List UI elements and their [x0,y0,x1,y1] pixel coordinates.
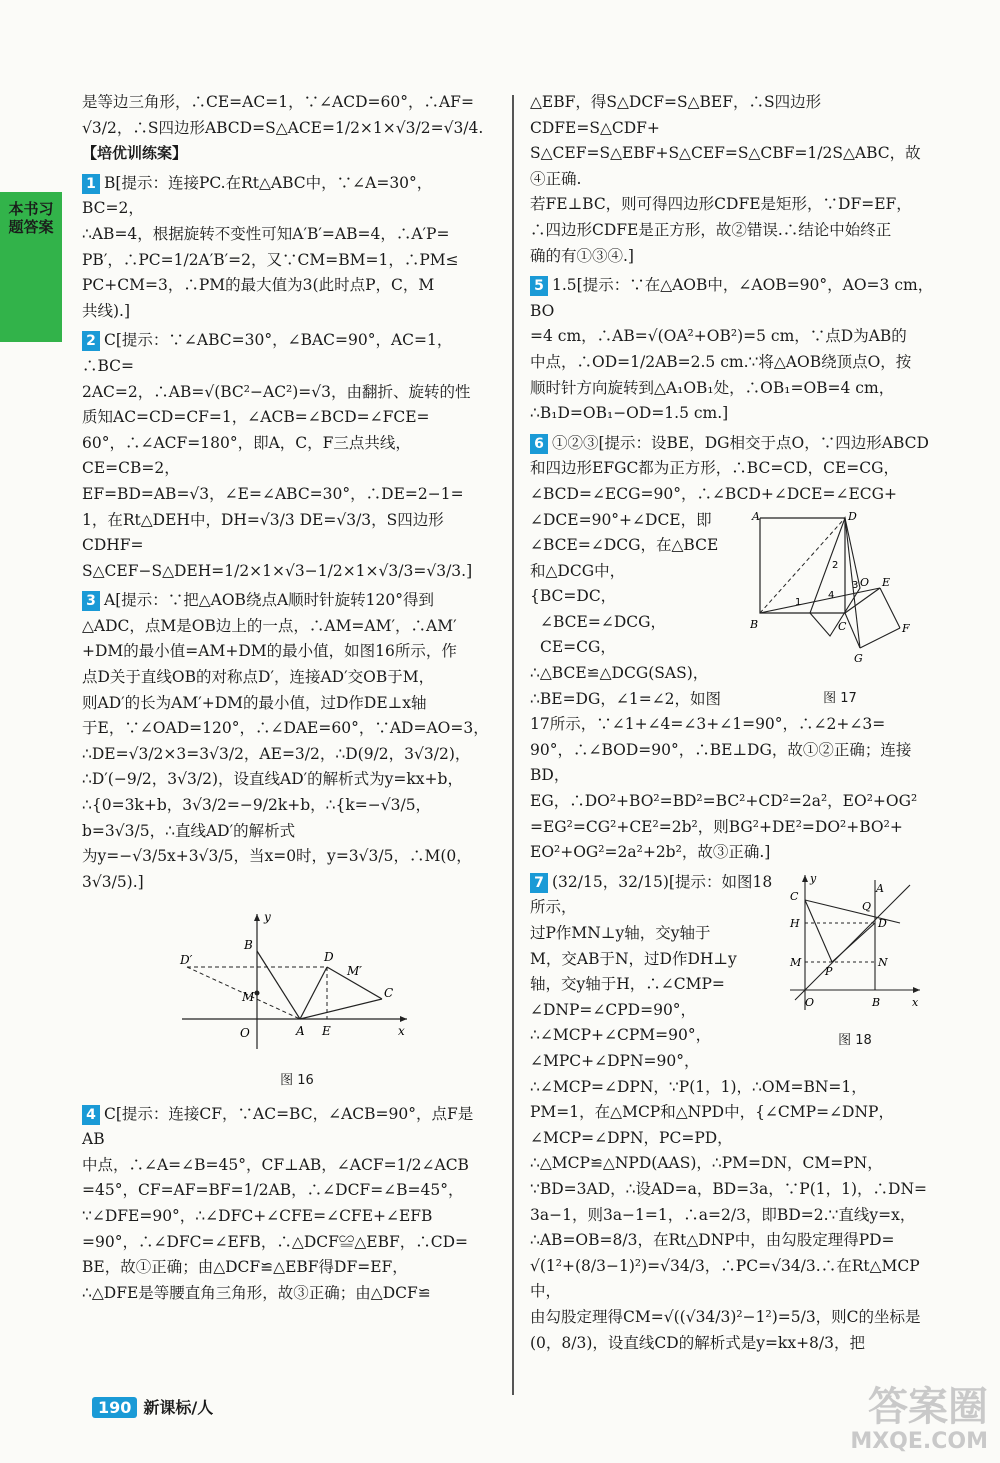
svg-text:3: 3 [852,579,859,591]
intro-line: √3/2，∴S四边形ABCD=S△ACE=1/2×1×√3/2=√3/4. [82,118,484,137]
svg-text:B: B [244,938,253,953]
question-6: 6 ①②③[提示：设BE，DG相交于点O，∵四边形ABCD 和四边形EFGC都为正方形，∴BC=CD，CE=CG， ∠BCD=∠ECG=90°，∴∠BCD+∠DCE=∠ECG+ ∠DCE=90°+∠DCE，即 ∠BCE=∠DCG，在△BCE 和△DCG中， {BC=DC， ∠BCE=∠DCG， CE=CG， ∴△BCE≌△DCG(SAS)， ∴BE=DG，∠1=∠2，如图 A D B C E F G O 2 1 4 3 图 17 17所示，∵∠1+∠4=∠3+∠1=90°，∴∠2+∠3= 90°，∴∠BOD=90°，∴BE⊥DG，故①②正确；连接BD， EG，∴DO²+BO²=BD²=BC²+CD²=2a²，EO²+OG² =EG²=CG²+CE²=2b²，则BG²+DE²=DO²+BO²+ EO²+OG²=2a²+2b²，故③正确.] [530,433,929,862]
svg-text:P: P [825,964,833,978]
svg-text:C: C [790,889,799,903]
svg-text:M′: M′ [347,964,363,979]
left-column [82,90,492,1306]
figure-caption: 图 18 [838,1033,872,1049]
svg-text:N: N [878,955,888,969]
svg-text:A: A [752,509,760,523]
figure-caption: 图 17 [823,691,857,707]
figure-16 [172,909,492,1093]
svg-text:1: 1 [795,596,802,608]
svg-text:M: M [242,990,255,1005]
question-number: 6 [530,434,548,454]
svg-text:Q: Q [862,899,872,913]
svg-text:B: B [750,617,759,631]
right-column: △EBF，得S△DCF=S△BEF，∴S四边形CDFE=S△CDF+ S△CEF=S△EBF+S△CEF=S△CBF=1/2S△ABC，故④正确. 若FE⊥BC，则可得四边形CDFE是矩形，∵DF=EF， ∴四边形CDFE是正方形，故②错误.∴结论中始终正 确的有①③④.] 5 1.5[提示：∵在△AOB中，∠AOB=90°，AO=3 cm，BO =4 cm，∴AB=√(OA²+OB²)=5 cm，∵点D为AB的 中点，∴OD=1/2AB=2.5 cm.∵将△AOB绕顶点O，按 顺时针方向旋转到△A₁OB₁处，∴OB₁=OB=4 cm， ∴B₁D=OB₁−OD=1.5 cm.] 6 ①②③[提示：设BE，DG相交于点O，∵四边形ABCD 和四边形EFGC都为正方形，∴BC=CD，CE=CG， ∠BCD=∠ECG=90°，∴∠BCD+∠DCE=∠ECG+ ∠DCE=90°+∠DCE，即 ∠BCE=∠DCG，在△BCE 和△DCG中， {BC=DC， ∠BCE=∠DCG， CE=CG， ∴△BCE≌△DCG(SAS)， ∴BE=DG，∠1=∠2，如图 A D B C E F G O 2 1 4 3 图 17 17所示，∵∠1+∠4=∠3+∠1=90°，∴∠2+∠3= 90°，∴∠BOD=90°，∴BE⊥DG，故①②正确；连接BD， EG，∴DO²+BO²=BD²=BC²+CD²=2a²，EO²+OG² =EG²=CG²+CE²=2b²，则BG²+DE²=DO²+BO²+ EO²+OG²=2a²+2b²，故③正确.] 7 (32/15，32/15)[提示：如图18所示， 过P作MN⊥y轴，交y轴于 M，交AB于N，过D作DH⊥y 轴，交y轴于H，∴∠CMP= ∠DNP=∠CPD=90°， ∴∠MCP+∠CPM=90°， ∠MPC+∠DPN=90°， C H M P N D Q A O B x y 图 18 ∴∠MCP=∠DPN，∵P(1，1)，∴OM=BN=1， PM=1，在△MCP和△NPD中，{∠CMP=∠DNP，∠MCP=∠DPN，PC=PD， ∴△MCP≌△NPD(AAS)，∴PM=DN，CM=PN， ∵BD=3AD，∴设AD=a，BD=3a，∵P(1，1)，∴DN= 3a−1，则3a−1=1，∴a=2/3，即BD=2.∵直线y=x， ∴AB=OB=8/3，在Rt△DNP中，由勾股定理得PD= √(1²+(8/3−1)²)=√34/3，∴PC=√34/3.∴在Rt△MCP中， 由勾股定理得CM=√((√34/3)²−1²)=5/3，则C的坐标是 (0，8/3)，设直线CD的解析式是y=kx+8/3，把 [530,90,935,1356]
svg-text:E: E [322,1024,331,1039]
page-footer [92,1395,213,1418]
svg-text:C: C [838,619,847,633]
question-7: 7 (32/15，32/15)[提示：如图18所示， 过P作MN⊥y轴，交y轴于 M，交AB于N，过D作DH⊥y 轴，交y轴于H，∴∠CMP= ∠DNP=∠CPD=90°， ∴∠MCP+∠CPM=90°， ∠MPC+∠DPN=90°， C H M P N D Q A O B x y 图 18 ∴∠MCP=∠DPN，∵P(1，1)，∴OM=BN=1， PM=1，在△MCP和△NPD中，{∠CMP=∠DNP，∠MCP=∠DPN，PC=PD， ∴△MCP≌△NPD(AAS)，∴PM=DN，CM=PN， ∵BD=3AD，∴设AD=a，BD=3a，∵P(1，1)，∴DN= 3a−1，则3a−1=1，∴a=2/3，即BD=2.∵直线y=x， ∴AB=OB=8/3，在Rt△DNP中，由勾股定理得PD= √(1²+(8/3−1)²)=√34/3，∴PC=√34/3.∴在Rt△MCP中， 由勾股定理得CM=√((√34/3)²−1²)=5/3，则C的坐标是 (0，8/3)，设直线CD的解析式是y=kx+8/3，把 [530,870,935,1356]
svg-text:O: O [240,1026,250,1041]
intro-line: 是等边三角形，∴CE=AC=1，∵∠ACD=60°，∴AF= [82,93,474,111]
column-divider [512,95,514,1395]
svg-text:O: O [805,995,815,1009]
svg-text:A: A [296,1024,305,1039]
question-1: 1 B[提示：连接PC.在Rt△ABC中，∵∠A=30°，BC=2， ∴AB=4，根据旋转不变性可知A′B′=AB=4，∴A′P= PB′，∴PC=1/2A′B′=2，又∵CM=BM=1，∴PM≤ PC+CM=3，∴PM的最大值为3(此时点P，C，M 共线).] [82,173,459,320]
svg-text:E: E [882,575,891,589]
svg-text:F: F [902,621,910,635]
svg-text:2: 2 [832,559,839,571]
svg-text:D: D [848,509,857,523]
figure-16-diagram [172,909,422,1059]
svg-text:D: D [324,950,334,965]
question-4: 4 C[提示：连接CF，∵AC=BC，∠ACB=90°，点F是AB 中点，∴∠A=∠B=45°，CF⊥AB，∠ACF=1/2∠ACB =45°，CF=AF=BF=1/2AB，∴∠DCF=∠B=45°， ∵∠DFE=90°，∴∠DFC+∠CFE=∠CFE+∠EFB =90°，∴∠DFC=∠EFB，∴△DCF≌△EBF，∴CD= BE，故①正确；由△DCF≌△EBF得DF=EF， ∴△DFE是等腰直角三角形，故③正确；由△DCF≌ [82,1104,474,1302]
section-heading: 【培优训练案】 [82,144,188,163]
svg-text:D′: D′ [180,953,193,968]
question-2: 2 C[提示：∵∠ABC=30°，∠BAC=90°，AC=1，∴BC= 2AC=2，∴AB=√(BC²−AC²)=√3，由翻折、旋转的性 质知AC=CD=CF=1，∠ACB=∠BCD=∠FCE= 60°，∴∠ACF=180°，即A，C，F三点共线，CE=CB=2， EF=BD=AB=√3，∠E=∠ABC=30°，∴DE=2−1= 1，在Rt△DEH中，DH=√3/3 DE=√3/3，S四边形CDHF= S△CEF−S△DEH=1/2×1×√3−1/2×1×√3/3=√3/3.] [82,331,473,580]
question-number: 1 [82,174,100,194]
watermark: 答案圈 MXQE.COM [850,1384,988,1454]
svg-text:G: G [854,651,863,665]
svg-text:C: C [384,986,394,1001]
question-number: 4 [82,1105,100,1125]
svg-text:4: 4 [828,589,835,601]
figure-17-diagram [750,508,925,678]
svg-text:H: H [790,916,800,930]
figure-18 [780,870,930,1075]
svg-text:B: B [872,995,881,1009]
svg-text:y: y [810,871,817,885]
figure-17 [750,508,930,713]
question-number: 3 [82,591,100,611]
svg-text:O: O [860,575,870,589]
svg-text:M: M [790,955,802,969]
svg-text:y: y [264,910,271,925]
question-number: 2 [82,331,100,351]
figure-caption: 图 16 [280,1073,314,1088]
page-number: 190 [92,1397,137,1418]
svg-text:A: A [876,881,884,895]
question-number: 5 [530,276,548,296]
question-5: 5 1.5[提示：∵在△AOB中，∠AOB=90°，AO=3 cm，BO =4 cm，∴AB=√(OA²+OB²)=5 cm，∵点D为AB的 中点，∴OD=1/2AB=2.5 cm.∵将△AOB绕顶点O，按 顺时针方向旋转到△A₁OB₁处，∴OB₁=OB=4 cm， ∴B₁D=OB₁−OD=1.5 cm.] [530,276,934,423]
side-tab: 本书习题答案 [0,192,62,342]
svg-text:x: x [912,995,919,1009]
svg-text:D: D [878,916,887,930]
question-number: 7 [530,873,548,893]
svg-text:x: x [398,1024,405,1039]
figure-18-diagram [780,870,925,1020]
footer-text: 新课标/人 [143,1398,214,1417]
question-3: 3 A[提示：∵把△AOB绕点A顺时针旋转120°得到 △ADC，点M是OB边上的一点，∴AM=AM′，∴AM′ +DM的最小值=AM+DM的最小值，如图16所示，作 点D关于直线OB的对称点D′，连接AD′交OB于M， 则AD′的长为AM′+DM的最小值，过D作DE⊥x轴 于E，∵∠OAD=120°，∴∠DAE=60°，∵AD=AO=3， ∴DE=√3/2×3=3√3/2，AE=3/2，∴D(9/2，3√3/2)， ∴D′(−9/2，3√3/2)，设直线AD′的解析式为y=kx+b， ∴{0=3k+b，3√3/2=−9/2k+b，∴{k=−√3/5，b=3√3/5，∴直线AD′的解析式 为y=−√3/5x+3√3/5，当x=0时，y=3√3/5，∴M(0，3√3/5).] [82,591,489,891]
